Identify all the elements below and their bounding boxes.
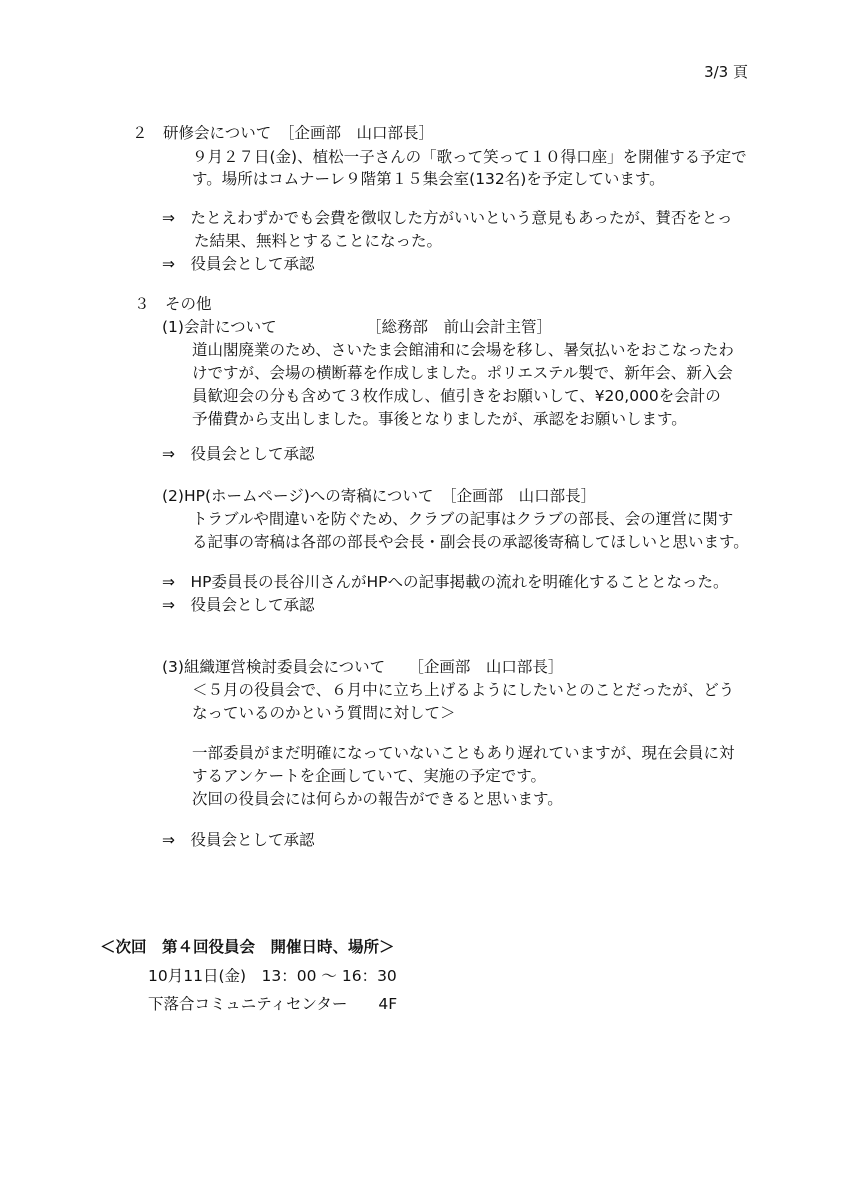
item-2-result: ⇒ HP委員長の長谷川さんがHPへの記事掲載の流れを明確化することとなった。 [162, 573, 729, 591]
next-meeting-datetime: 10月11日(金) 13：00 ～ 16：30 [148, 967, 397, 985]
item-2-approval: ⇒ 役員会として承認 [162, 596, 315, 614]
item-3-answer-line: 一部委員がまだ明確になっていないこともあり遅れていますが、現在会員に対 [192, 744, 735, 762]
next-meeting-place: 下落合コミュニティセンター 4F [148, 995, 398, 1013]
item-3-approval: ⇒ 役員会として承認 [162, 831, 315, 849]
section-2-body-line: す。場所はコムナーレ９階第１５集会室(132名)を予定しています。 [192, 170, 665, 188]
section-2-approval: ⇒ 役員会として承認 [162, 255, 315, 273]
item-1-approval: ⇒ 役員会として承認 [162, 445, 315, 463]
item-1-body-line: 員歓迎会の分も含めて３枚作成し、値引きをお願いして、¥20,000を会計の [192, 387, 721, 405]
item-1-body-line: 道山閣廃業のため、さいたま会館浦和に会場を移し、暑気払いをおこなったわ [192, 341, 734, 359]
page-number: 3/3 頁 [704, 63, 748, 81]
item-2-body-line: る記事の寄稿は各部の部長や会長・副会長の承認後寄稿してほしいと思います。 [192, 533, 749, 551]
item-1-body-line: 予備費から支出しました。事後となりましたが、承認をお願いします。 [192, 410, 687, 428]
item-3-question-line: ＜５月の役員会で、６月中に立ち上げるようにしたいとのことだったが、どう [192, 681, 735, 699]
section-3-heading: ３ その他 [134, 295, 212, 313]
item-2-body-line: トラブルや間違いを防ぐため、クラブの記事はクラブの部長、会の運営に関す [192, 510, 734, 528]
section-2-result-line: た結果、無料とすることになった。 [194, 232, 443, 250]
item-3-heading: (3)組織運営検討委員会について ［企画部 山口部長］ [162, 658, 564, 676]
item-3-question-line: なっているのかという質問に対して＞ [192, 704, 456, 722]
item-3-answer-line: 次回の役員会には何らかの報告ができると思います。 [192, 790, 563, 808]
section-2-result-line: ⇒ たとえわずかでも会費を徴収した方がいいという意見もあったが、賛否をとっ [162, 209, 733, 227]
section-2-heading: ２ 研修会について ［企画部 山口部長］ [132, 124, 434, 142]
item-3-answer-line: するアンケートを企画していて、実施の予定です。 [192, 767, 547, 785]
item-1-heading: (1)会計について [162, 318, 277, 336]
next-meeting-heading: ＜次回 第４回役員会 開催日時、場所＞ [100, 938, 395, 956]
item-1-body-line: けですが、会場の横断幕を作成しました。ポリエステル製で、新年会、新入会 [192, 364, 733, 382]
item-2-heading: (2)HP(ホームページ)への寄稿について ［企画部 山口部長］ [162, 487, 597, 505]
item-1-dept: ［総務部 前山会計主管］ [366, 318, 553, 336]
section-2-body-line: ９月２７日(金)、植松一子さんの「歌って笑って１０得口座」を開催する予定で [192, 148, 747, 166]
